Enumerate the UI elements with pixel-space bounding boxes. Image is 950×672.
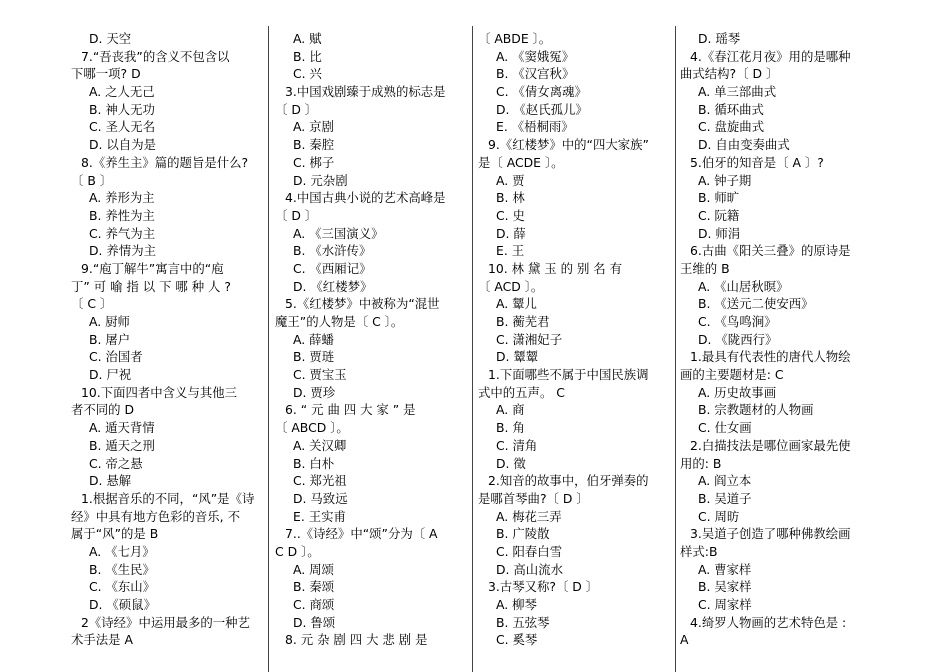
answer-option: B. 《送元二使安西》 bbox=[698, 296, 814, 312]
answer-option: A. 关汉卿 bbox=[293, 437, 347, 453]
answer-option: C. 兴 bbox=[293, 66, 322, 82]
answer-option: C. 《鸟鸣涧》 bbox=[698, 314, 777, 329]
answer-option: D. 颦颦 bbox=[496, 349, 539, 365]
question-continuation: 王维的 B bbox=[680, 260, 730, 276]
question-continuation: 式中的五声。 C bbox=[478, 384, 565, 400]
answer-option: B. 蘅芜君 bbox=[496, 314, 550, 329]
answer-option: D. 《赵氏孤儿》 bbox=[496, 101, 588, 117]
question-text: 2.白描技法是哪位画家最先使 bbox=[690, 437, 851, 453]
answer-option: C. 阳春白雪 bbox=[496, 543, 563, 559]
question-text: 4.《春江花月夜》用的是哪种 bbox=[690, 48, 851, 64]
answer-option: A. 薛蟠 bbox=[293, 331, 334, 347]
answer-option: B. 秦腔 bbox=[293, 137, 335, 153]
answer-option: A. 商 bbox=[496, 402, 525, 418]
answer-option: C. 帝之悬 bbox=[89, 455, 143, 471]
answer-option: C. 清角 bbox=[496, 437, 538, 453]
question-continuation: 者不同的 D bbox=[71, 402, 135, 418]
answer-option: A. 柳琴 bbox=[496, 597, 537, 612]
answer-option: B. 遁天之刑 bbox=[89, 437, 155, 453]
answer-option: D. 以自为是 bbox=[89, 137, 156, 153]
question-text: 8. 元 杂 剧 四 大 悲 剧 是 bbox=[285, 632, 428, 648]
answer-option: D. 薛 bbox=[496, 225, 526, 241]
answer-option: C. 养气为主 bbox=[89, 225, 156, 241]
answer-option: D. 师涓 bbox=[698, 225, 741, 241]
answer-option: A. 遁天背情 bbox=[89, 420, 155, 436]
answer-option: C. 奚琴 bbox=[496, 632, 538, 648]
answer-option: A. 京剧 bbox=[293, 119, 334, 135]
question-continuation: 下哪一项? D bbox=[71, 66, 141, 82]
answer-option: C. 郑光祖 bbox=[293, 473, 347, 489]
question-continuation: 曲式结构?〔 D 〕 bbox=[680, 66, 779, 82]
question-continuation: 〔 ACD 〕。 bbox=[478, 278, 544, 294]
text-column-3 bbox=[478, 30, 673, 649]
answer-option: B. 角 bbox=[496, 420, 525, 436]
answer-option: B. 师旷 bbox=[698, 190, 740, 206]
question-text: 5.伯牙的知音是〔 A 〕? bbox=[690, 154, 824, 170]
text-column-2 bbox=[275, 30, 470, 649]
question-continuation: 〔 D 〕 bbox=[275, 101, 318, 117]
answer-option: D. 徵 bbox=[496, 455, 526, 471]
answer-option: B. 五弦琴 bbox=[496, 614, 550, 630]
answer-option: C. 贾宝玉 bbox=[293, 367, 347, 383]
question-text: 6.古曲《阳关三叠》的原诗是 bbox=[690, 243, 851, 259]
answer-option: A. 梅花三弄 bbox=[496, 508, 562, 524]
answer-option: C. 周昉 bbox=[698, 508, 740, 524]
question-text: 5.《红楼梦》中被称为“混世 bbox=[285, 296, 440, 312]
answer-option: B. 养性为主 bbox=[89, 207, 155, 223]
answer-option: A. 厨师 bbox=[89, 314, 130, 329]
answer-option: C. 《西厢记》 bbox=[293, 260, 372, 276]
answer-option: C. 阮籍 bbox=[698, 207, 740, 223]
text-column-1 bbox=[71, 30, 266, 649]
question-continuation: 画的主要题材是: C bbox=[680, 367, 784, 383]
question-continuation: 〔 C 〕 bbox=[71, 296, 113, 312]
answer-option: A. 周颂 bbox=[293, 561, 334, 577]
answer-option: A. 养形为主 bbox=[89, 190, 155, 206]
question-text: 4.绮罗人物画的艺术特色是 : bbox=[690, 614, 847, 630]
question-text: 2.知音的故事中，伯牙弹奏的 bbox=[488, 473, 649, 489]
answer-option: B. 贾琏 bbox=[293, 349, 335, 365]
question-continuation: 魔王”的人物是〔 C 〕。 bbox=[275, 314, 404, 329]
answer-option: D. 《硕鼠》 bbox=[89, 597, 156, 612]
answer-option: D. 鲁颂 bbox=[293, 614, 336, 630]
question-continuation: A bbox=[680, 632, 689, 648]
question-continuation: 经》中具有地方色彩的音乐, 不 bbox=[71, 508, 240, 524]
answer-option: B. 白朴 bbox=[293, 455, 335, 471]
question-text: 4.中国古典小说的艺术高峰是 bbox=[285, 190, 446, 206]
answer-option: D. 养情为主 bbox=[89, 243, 156, 259]
question-text: 6. “ 元 曲 四 大 家 ” 是 bbox=[285, 402, 416, 418]
answer-option: B. 比 bbox=[293, 48, 322, 64]
answer-option: B. 吴道子 bbox=[698, 490, 752, 506]
question-continuation: 样式:B bbox=[680, 543, 718, 559]
answer-option: B. 《汉宫秋》 bbox=[496, 66, 575, 82]
answer-option: B. 林 bbox=[496, 190, 525, 206]
answer-option: D. 尸祝 bbox=[89, 367, 132, 383]
question-text: 3.吴道子创造了哪种佛教绘画 bbox=[690, 526, 851, 542]
answer-option: C. 盘旋曲式 bbox=[698, 119, 765, 135]
text-column-4 bbox=[680, 30, 875, 649]
answer-option: A. 赋 bbox=[293, 31, 322, 46]
question-continuation: 〔 ABCD 〕。 bbox=[275, 420, 349, 436]
question-text: 10. 林 黛 玉 的 别 名 有 bbox=[488, 260, 623, 276]
answer-option: A. 颦儿 bbox=[496, 296, 537, 312]
answer-option: D. 高山流水 bbox=[496, 561, 563, 577]
question-continuation: 用的: B bbox=[680, 455, 722, 471]
answer-option: B. 《生民》 bbox=[89, 561, 155, 577]
answer-option: B. 宗教题材的人物画 bbox=[698, 402, 814, 418]
answer-option: A. 《窦娥冤》 bbox=[496, 48, 575, 64]
question-text: 7.“吾丧我”的含义不包含以 bbox=[81, 48, 230, 64]
answer-option: A. 《三国演义》 bbox=[293, 225, 384, 241]
question-text: 1.下面哪些不属于中国民族调 bbox=[488, 367, 649, 383]
answer-option: B. 吴家样 bbox=[698, 579, 752, 595]
answer-option: A. 贾 bbox=[496, 172, 525, 188]
answer-option: D. 《陇西行》 bbox=[698, 331, 778, 347]
answer-option: B. 《水浒传》 bbox=[293, 243, 372, 259]
column-divider bbox=[675, 26, 676, 672]
answer-option: A. 钟子期 bbox=[698, 172, 752, 188]
answer-option: A. 《七月》 bbox=[89, 543, 155, 559]
column-divider bbox=[472, 26, 473, 672]
question-text: 3.中国戏剧臻于成熟的标志是 bbox=[285, 84, 446, 100]
answer-option: A. 《山居秋暝》 bbox=[698, 278, 789, 294]
answer-option: B. 广陵散 bbox=[496, 526, 550, 542]
answer-option: D. 贾珍 bbox=[293, 384, 336, 400]
answer-option: A. 曹家样 bbox=[698, 561, 752, 577]
column-divider bbox=[268, 26, 269, 672]
answer-option: B. 神人无功 bbox=[89, 101, 155, 117]
question-continuation: 是〔 ACDE 〕。 bbox=[478, 154, 564, 170]
question-text: 3.古琴又称?〔 D 〕 bbox=[488, 579, 599, 595]
answer-option: B. 循环曲式 bbox=[698, 101, 764, 117]
answer-option: C. 仕女画 bbox=[698, 420, 752, 436]
answer-option: E. 王 bbox=[496, 243, 525, 259]
question-continuation: 〔 B 〕 bbox=[71, 172, 113, 188]
answer-option: D. 悬解 bbox=[89, 473, 132, 489]
question-text: 2《诗经》中运用最多的一种艺 bbox=[81, 614, 250, 630]
answer-option: C. 周家样 bbox=[698, 597, 752, 612]
answer-option: A. 阎立本 bbox=[698, 473, 752, 489]
question-text: 1.最具有代表性的唐代人物绘 bbox=[690, 349, 851, 365]
answer-option: D. 自由变奏曲式 bbox=[698, 137, 790, 153]
answer-option: A. 单三部曲式 bbox=[698, 84, 777, 100]
question-continuation: 丁” 可 喻 指 以 下 哪 种 人 ? bbox=[71, 278, 231, 294]
answer-option: E. 王实甫 bbox=[293, 508, 346, 524]
answer-option: C. 圣人无名 bbox=[89, 119, 156, 135]
answer-option: D. 《红楼梦》 bbox=[293, 278, 373, 294]
answer-option: B. 秦颂 bbox=[293, 579, 335, 595]
answer-option: C. 《倩女离魂》 bbox=[496, 84, 587, 100]
answer-option: D. 马致远 bbox=[293, 490, 348, 506]
answer-option: A. 历史故事画 bbox=[698, 384, 777, 400]
question-continuation: C D 〕。 bbox=[275, 543, 320, 559]
answer-option: C. 潇湘妃子 bbox=[496, 331, 563, 347]
question-continuation: 〔 ABDE 〕。 bbox=[478, 31, 552, 46]
answer-option: D. 元杂剧 bbox=[293, 172, 348, 188]
answer-option: A. 之人无己 bbox=[89, 84, 155, 100]
answer-option: D. 瑶琴 bbox=[698, 31, 741, 46]
question-text: 1.根据音乐的不同，“风”是《诗 bbox=[81, 490, 255, 506]
answer-option: C. 《东山》 bbox=[89, 579, 156, 595]
question-continuation: 术手法是 A bbox=[71, 632, 133, 648]
question-continuation: 属于“风”的是 B bbox=[71, 526, 159, 542]
answer-option: E. 《梧桐雨》 bbox=[496, 119, 574, 135]
question-text: 9.“庖丁解牛”寓言中的“庖 bbox=[81, 260, 224, 276]
question-text: 9.《红楼梦》中的“四大家族” bbox=[488, 137, 649, 153]
answer-option: C. 梆子 bbox=[293, 154, 335, 170]
answer-option: C. 治国者 bbox=[89, 349, 143, 365]
question-continuation: 〔 D 〕 bbox=[275, 207, 318, 223]
question-continuation: 是哪首琴曲?〔 D 〕 bbox=[478, 490, 589, 506]
question-text: 7..《诗经》中“颂”分为〔 A bbox=[285, 526, 438, 542]
answer-option: C. 商颂 bbox=[293, 597, 335, 612]
answer-option: D. 天空 bbox=[89, 31, 132, 46]
answer-option: B. 屠户 bbox=[89, 331, 131, 347]
question-text: 10.下面四者中含义与其他三 bbox=[81, 384, 238, 400]
answer-option: C. 史 bbox=[496, 207, 525, 223]
question-text: 8.《养生主》篇的题旨是什么? bbox=[81, 154, 249, 170]
